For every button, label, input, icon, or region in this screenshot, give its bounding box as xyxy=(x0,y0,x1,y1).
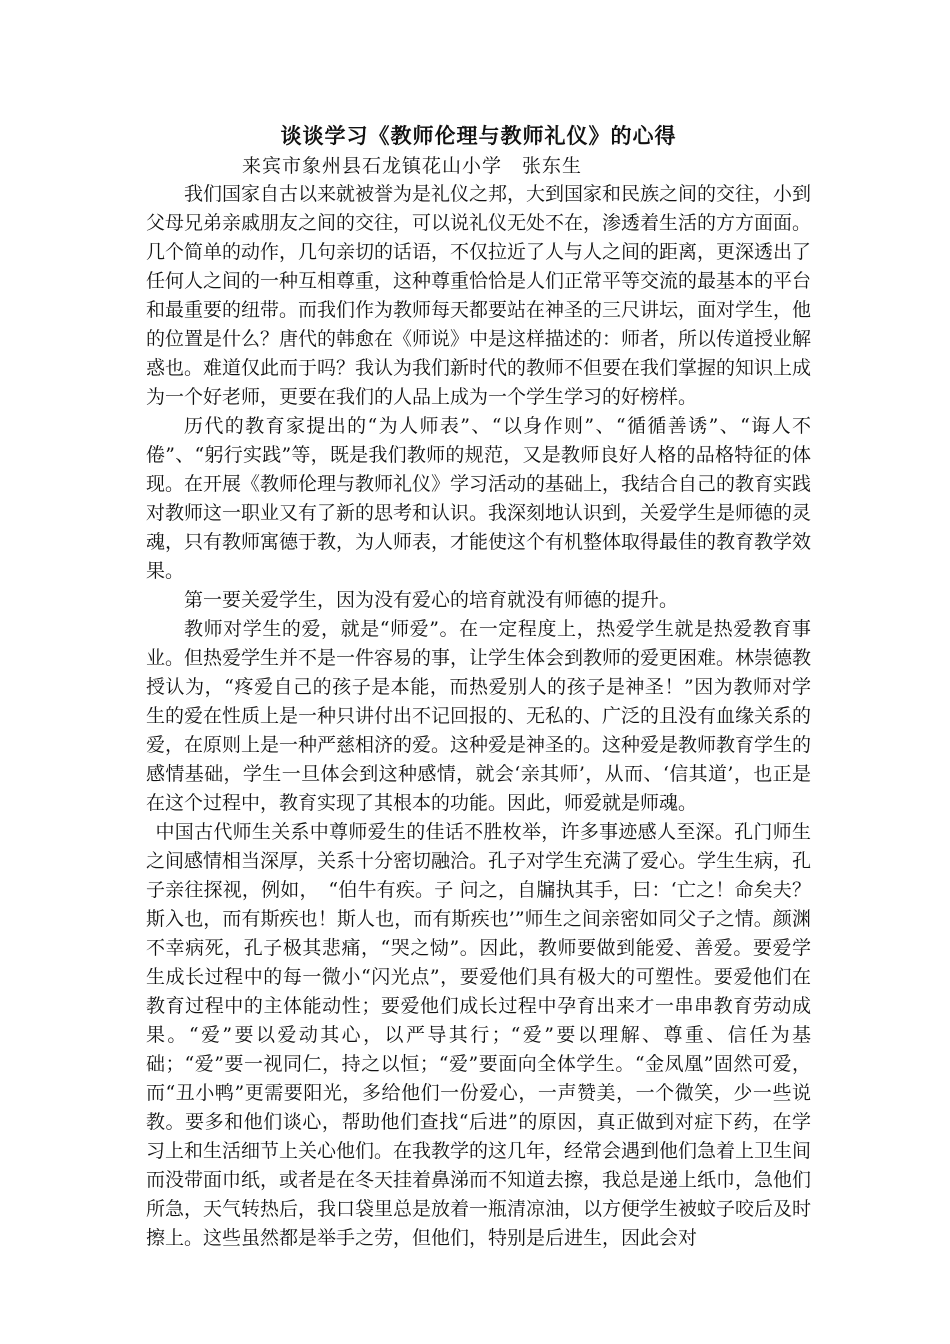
document-title: 谈谈学习《教师伦理与教师礼仪》的心得 xyxy=(280,124,677,148)
paragraph-educators: 历代的教育家提出的“为人师表”、“以身作则”、“循循善诱”、“诲人不倦”、“躬行实践”等，既是我们教师的规范，又是教师良好人格的品格特征的体现。在开展《教师伦理与教师礼仪》学习活动的基础上，我结合自己的教育实践对教师这一职业又有了新的思考和认识。我深刻地认识到，关爱学生是师德的灵魂，只有教师寓德于教，为人师表，才能使这个有机整体取得最佳的教育教学效果。 xyxy=(146,415,812,582)
document-author: 来宾市象州县石龙镇花山小学 张东生 xyxy=(242,155,583,177)
paragraph-intro: 我们国家自古以来就被誉为是礼仪之邦，大到国家和民族之间的交往，小到父母兄弟亲戚朋友之间的交往，可以说礼仪无处不在，渗透着生活的方方面面。几个简单的动作，几句亲切的话语，不仅拉近了人与人之间的距离，更深透出了任何人之间的一种互相尊重，这种尊重恰恰是人们正常平等交流的最基本的平台和最重要的纽带。而我们作为教师每天都要站在神圣的三尺讲坛，面对学生，他的位置是什么？唐代的韩愈在《师说》中是这样描述的：师者，所以传道授业解惑也。难道仅此而于吗？我认为我们新时代的教师不但要在我们掌握的知识上成为一个好老师，更要在我们的人品上成为一个学生学习的好榜样。 xyxy=(146,183,812,408)
paragraph-first-point: 第一要关爱学生，因为没有爱心的培育就没有师德的提升。 xyxy=(184,589,679,611)
document-body xyxy=(146,120,811,1253)
paragraph-ancient-examples: 中国古代师生关系中尊师爱生的佳话不胜枚举，许多事迹感人至深。孔门师生之间感情相当深厚，关系十分密切融洽。孔子对学生充满了爱心。学生生病，孔子亲往探视，例如， “伯牛有疾。子 问之，自牖执其手，曰：‘亡之！命矣夫？斯入也，而有斯疾也！斯人也，而有斯疾也’”师生之间亲密如同父子之情。颜渊不幸病死，孔子极其悲痛，“哭之恸”。因此，教师要做到能爱、善爱。要爱学生成长过程中的每一微小“闪光点”，要爱他们具有极大的可塑性。要爱他们在教育过程中的主体能动性；要爱他们成长过程中孕育出来才一串串教育劳动成果。“爱”要以爱动其心，以严导其行；“爱”要以理解、尊重、信任为基础；“爱”要一视同仁，持之以恒；“爱”要面向全体学生。“金凤凰”固然可爱，而“丑小鸭”更需要阳光，多给他们一份爱心，一声赞美，一个微笑，少一些说教。要多和他们谈心，帮助他们查找“后进”的原因，真正做到对症下药，在学习上和生活细节上关心他们。在我教学的这几年，经常会遇到他们急着上卫生间而没带面巾纸，或者是在冬天挂着鼻涕而不知道去擦，我总是递上纸巾，急他们所急，天气转热后，我口袋里总是放着一瓶清凉油，以方便学生被蚊子咬后及时擦上。这些虽然都是举手之劳，但他们，特别是后进生，因此会对 xyxy=(146,821,812,1249)
paragraph-teacher-love: 教师对学生的爱，就是“师爱”。在一定程度上，热爱学生就是热爱教育事业。但热爱学生并不是一件容易的事，让学生体会到教师的爱更困难。林崇德教授认为，“疼爱自己的孩子是本能，而热爱别人的孩子是神圣！”因为教师对学生的爱在性质上是一种只讲付出不记回报的、无私的、广泛的且没有血缘关系的爱，在原则上是一种严慈相济的爱。这种爱是神圣的。这种爱是教师教育学生的感情基础，学生一旦体会到这种感情，就会‘亲其师’，从而、‘信其道’，也正是在这个过程中，教育实现了其根本的功能。因此，师爱就是师魂。 xyxy=(146,618,812,814)
